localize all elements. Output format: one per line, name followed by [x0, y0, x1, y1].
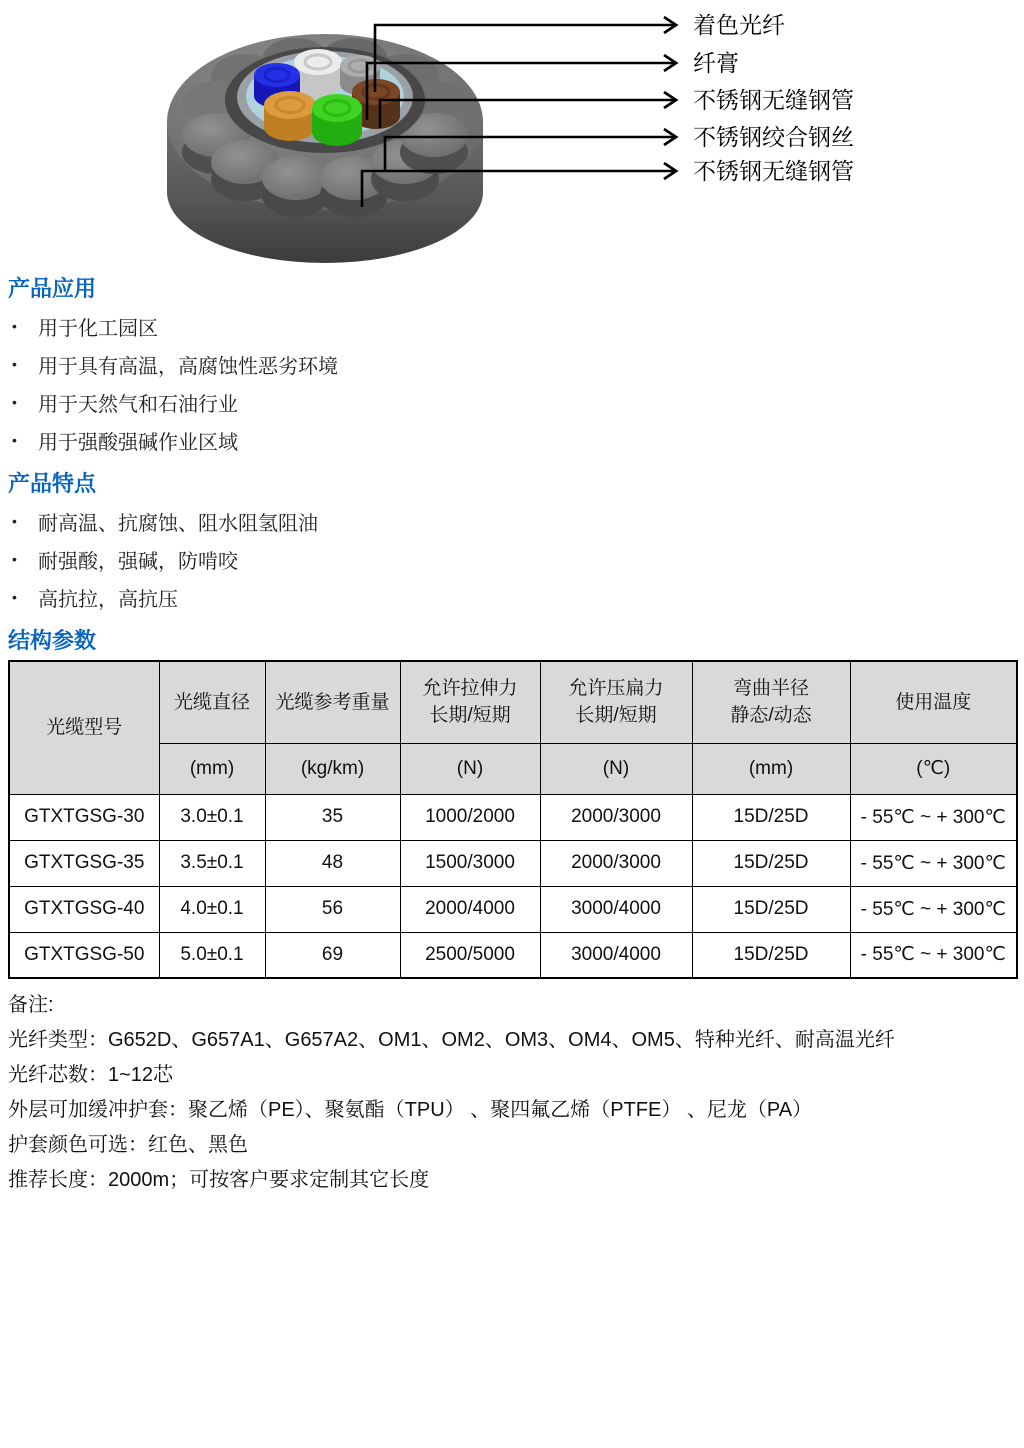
note-line-fiber-count: 光纤芯数：1~12芯	[8, 1064, 174, 1086]
feature-item	[8, 578, 1016, 616]
feature-item	[8, 540, 1016, 578]
cell-bend: 15D/25D	[692, 886, 850, 932]
feature-item-text: 耐高温、抗腐蚀、阻水阻氢阻油	[38, 512, 318, 535]
col-header-bend-line1: 弯曲半径	[732, 678, 809, 700]
callout-label-stranded-wire: 不锈钢绞合钢丝	[693, 124, 854, 150]
unit-crush: (N)	[540, 743, 692, 794]
col-header-weight: 光缆参考重量	[265, 661, 400, 743]
col-header-bend-line2: 静态/动态	[730, 705, 812, 727]
content	[0, 272, 1024, 1198]
col-header-temperature: 使用温度	[850, 661, 1017, 743]
cell-bend: 15D/25D	[692, 932, 850, 978]
callout-label-steel-tube-outer: 不锈钢无缝钢管	[693, 158, 854, 184]
cell-tensile: 1500/3000	[400, 840, 540, 886]
bullet-icon: •	[12, 318, 17, 334]
col-header-tensile-line1: 允许拉伸力	[422, 678, 518, 700]
cell-crush: 3000/4000	[540, 886, 692, 932]
features-list	[8, 502, 1016, 616]
col-header-diameter: 光缆直径	[159, 661, 265, 743]
cell-crush: 2000/3000	[540, 840, 692, 886]
applications-list	[8, 307, 1016, 459]
cell-tensile: 2500/5000	[400, 932, 540, 978]
bullet-icon: •	[12, 394, 17, 410]
col-header-crush-line2: 长期/短期	[575, 705, 657, 727]
cell-crush: 2000/3000	[540, 794, 692, 840]
application-item	[8, 421, 1016, 459]
cell-model: GTXTGSG-50	[9, 932, 159, 978]
application-item	[8, 307, 1016, 345]
notes-section	[8, 988, 1016, 1198]
unit-weight: (kg/km)	[265, 743, 400, 794]
unit-tensile: (N)	[400, 743, 540, 794]
parameters-table	[8, 660, 1018, 979]
cell-diameter: 3.0±0.1	[159, 794, 265, 840]
section-title-parameters: 结构参数	[8, 628, 97, 653]
bullet-icon: •	[12, 356, 17, 372]
application-item-text: 用于强酸强碱作业区域	[38, 431, 238, 454]
section-title-features: 产品特点	[8, 471, 97, 496]
application-item-text: 用于化工园区	[38, 317, 158, 340]
application-item	[8, 345, 1016, 383]
feature-item-text: 高抗拉，高抗压	[38, 588, 178, 611]
cable-cross-section-figure	[0, 0, 1024, 270]
bullet-icon: •	[12, 551, 17, 567]
note-line-buffer-jacket: 外层可加缓冲护套：聚乙烯（PE）、聚氨酯（TPU） 、聚四氟乙烯（PTFE） 、尼龙（PA）	[8, 1099, 813, 1121]
cell-model: GTXTGSG-30	[9, 794, 159, 840]
callout-label-colored-fiber: 着色光纤	[693, 12, 785, 38]
notes-title: 备注:	[8, 994, 54, 1016]
cable-3d-render	[0, 0, 1024, 270]
bullet-icon: •	[12, 513, 17, 529]
table-row	[9, 840, 1017, 886]
application-item-text: 用于天然气和石油行业	[38, 393, 238, 416]
cell-diameter: 5.0±0.1	[159, 932, 265, 978]
application-item	[8, 383, 1016, 421]
application-item-text: 用于具有高温，高腐蚀性恶劣环境	[38, 355, 338, 378]
cell-weight: 69	[265, 932, 400, 978]
note-line-fiber-types: 光纤类型：G652D、G657A1、G657A2、OM1、OM2、OM3、OM4、OM5、特种光纤、耐高温光纤	[8, 1029, 895, 1051]
cell-temperature: - 55℃ ~ + 300℃	[850, 840, 1017, 886]
col-header-model: 光缆型号	[9, 661, 159, 794]
cell-weight: 35	[265, 794, 400, 840]
units-row	[9, 743, 1017, 794]
note-line-recommended-length: 推荐长度：2000m；可按客户要求定制其它长度	[8, 1169, 430, 1191]
table-row	[9, 932, 1017, 978]
cell-weight: 48	[265, 840, 400, 886]
col-header-tensile	[400, 661, 540, 743]
col-header-tensile-line2: 长期/短期	[429, 705, 511, 727]
cell-temperature: - 55℃ ~ + 300℃	[850, 886, 1017, 932]
section-title-applications: 产品应用	[8, 276, 97, 301]
unit-diameter: (mm)	[159, 743, 265, 794]
cell-tensile: 1000/2000	[400, 794, 540, 840]
feature-item-text: 耐强酸，强碱，防啃咬	[38, 550, 238, 573]
callout-label-steel-tube-inner: 不锈钢无缝钢管	[693, 87, 854, 113]
bullet-icon: •	[12, 589, 17, 605]
unit-temperature: (℃)	[850, 743, 1017, 794]
cell-crush: 3000/4000	[540, 932, 692, 978]
cell-model: GTXTGSG-40	[9, 886, 159, 932]
col-header-crush-line1: 允许压扁力	[568, 678, 664, 700]
cell-tensile: 2000/4000	[400, 886, 540, 932]
cell-temperature: - 55℃ ~ + 300℃	[850, 932, 1017, 978]
cell-bend: 15D/25D	[692, 794, 850, 840]
callout-label-fiber-gel: 纤膏	[693, 50, 739, 76]
cell-diameter: 4.0±0.1	[159, 886, 265, 932]
note-line-jacket-colors: 护套颜色可选：红色、黑色	[8, 1134, 248, 1156]
col-header-crush	[540, 661, 692, 743]
table-row	[9, 886, 1017, 932]
cell-temperature: - 55℃ ~ + 300℃	[850, 794, 1017, 840]
cell-weight: 56	[265, 886, 400, 932]
col-header-bend-radius	[692, 661, 850, 743]
cell-bend: 15D/25D	[692, 840, 850, 886]
unit-bend: (mm)	[692, 743, 850, 794]
cell-diameter: 3.5±0.1	[159, 840, 265, 886]
cell-model: GTXTGSG-35	[9, 840, 159, 886]
feature-item	[8, 502, 1016, 540]
bullet-icon: •	[12, 432, 17, 448]
table-row	[9, 794, 1017, 840]
header-row	[9, 661, 1017, 743]
